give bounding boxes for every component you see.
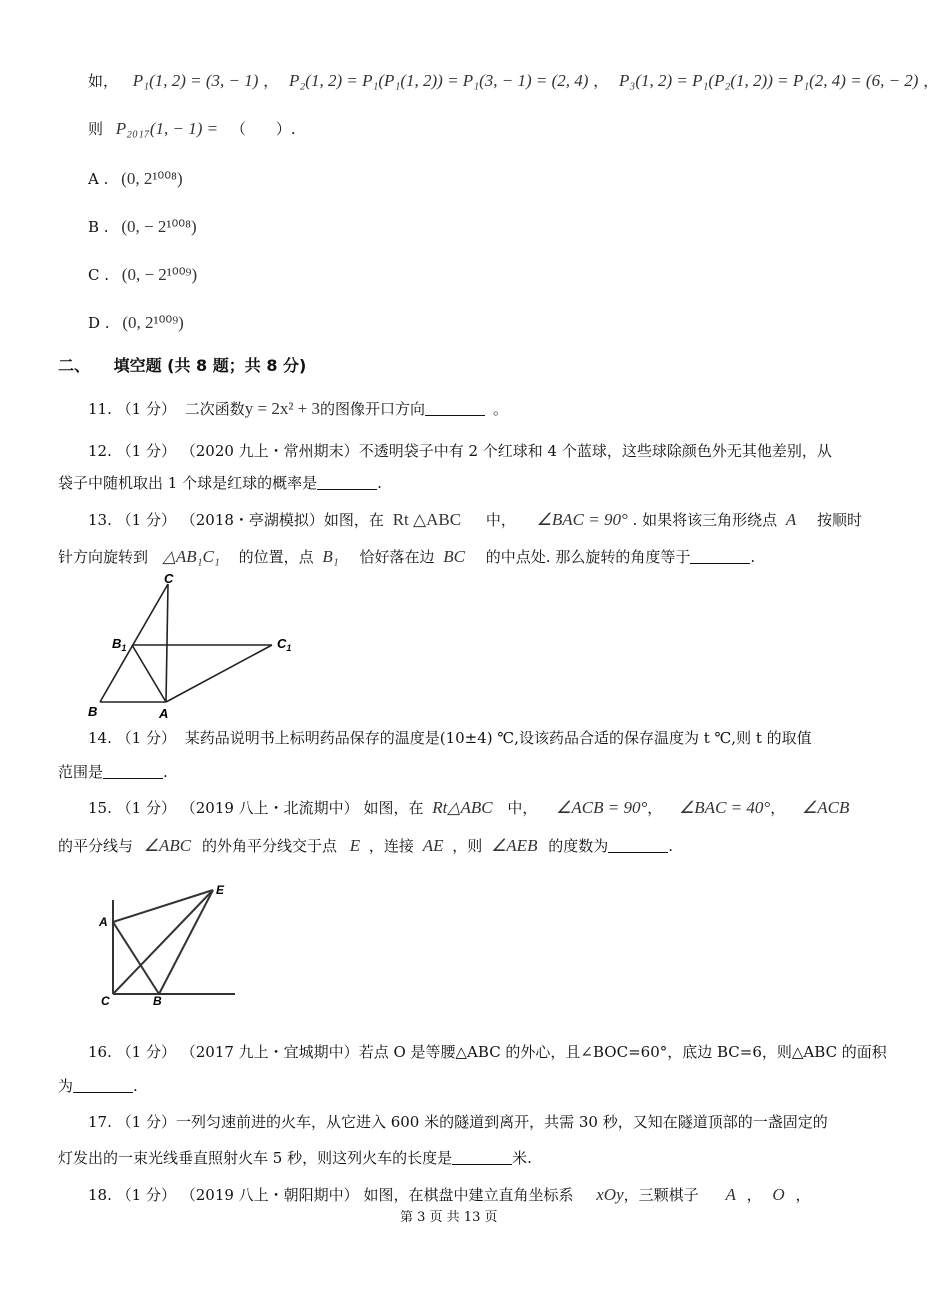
q12-line1: 12. （1 分） （2020 九上・常州期末）不透明袋子中有 2 个红球和 4 个蓝球，这些球除颜色外无其他差别，从: [88, 442, 832, 460]
q13-figure: [80, 568, 310, 723]
q13-label-c: C: [164, 571, 174, 586]
q15-answer-blank[interactable]: [608, 838, 668, 853]
q10-expression: P₂₀₁₇(1, − 1) =: [115, 119, 219, 138]
q10-option-a[interactable]: A . (0, 2¹⁰⁰⁸): [88, 169, 183, 188]
q13-answer-blank[interactable]: [690, 549, 750, 564]
q15-line2: 的平分线与 ∠ABC 的外角平分线交于点 E ，连接 AE ，则 ∠AEB 的度数为 .: [58, 836, 674, 855]
section-title: 填空题 (共 8 题；共 8 分): [113, 356, 307, 375]
q17-answer-blank[interactable]: [452, 1150, 512, 1165]
q18-line1: 18. （1 分） （2019 八上・朝阳期中） 如图，在棋盘中建立直角坐标系 xOy，三颗棋子 A ， O ，: [88, 1185, 811, 1204]
q10-option-d[interactable]: D . (0, 2¹⁰⁰⁹): [88, 313, 184, 332]
q13-label-a: A: [159, 706, 169, 721]
q11: 11. （1 分） 二次函数y = 2x² + 3的图像开口方向 。: [88, 399, 509, 418]
q15-edge-ab: [113, 922, 159, 994]
q13-label-b: B: [88, 704, 98, 719]
q10-question-line: 则 P₂₀₁₇(1, − 1) = （ ）.: [88, 119, 296, 138]
q10-example-3: P₃(1, 2) = P₁(P₂(1, 2)) = P₁(2, 4) = (6, − 2): [619, 71, 919, 90]
q13-line2: 针方向旋转到 △AB₁C₁ 的位置，点 B₁ 恰好落在边 BC 的中点处. 那么旋转的角度等于 .: [58, 547, 756, 566]
section-header: 二、 填空题 (共 8 题；共 8 分): [58, 356, 307, 375]
q17-line1: 17. （1 分）一列匀速前进的火车，从它进入 600 米的隧道到离开，共需 30 秒，又知在隧道顶部的一盏固定的: [88, 1113, 828, 1131]
q14-line1: 14. （1 分） 某药品说明书上标明药品保存的温度是(10±4) ℃,设该药品合适的保存温度为 t ℃,则 t 的取值: [88, 729, 812, 747]
q13-label-c1: $C_1$: [277, 636, 292, 653]
q16-line2: 为 .: [58, 1077, 138, 1095]
q15-label-a: A: [99, 915, 108, 929]
q15-figure: [95, 882, 245, 1007]
q15-label-b: B: [153, 994, 162, 1008]
q10-option-c[interactable]: C . (0, − 2¹⁰⁰⁹): [88, 265, 198, 284]
q12-line2: 袋子中随机取出 1 个球是红球的概率是 .: [58, 474, 382, 492]
page-footer: 第 3 页 共 13 页: [400, 1210, 498, 1225]
q15-label-c: C: [101, 994, 110, 1008]
q13-line1: 13. （1 分） （2018・亭湖模拟）如图，在 Rt △ABC 中， ∠BAC = 90° . 如果将该三角形绕点 A 按顺时: [88, 510, 863, 529]
q13-label-b1: $B_1$: [112, 636, 127, 653]
q13-edge-b1a: [132, 645, 166, 702]
q11-formula: y = 2x² + 3: [244, 399, 321, 418]
q14-line2: 范围是 .: [58, 763, 168, 781]
q12-answer-blank[interactable]: [317, 475, 377, 490]
q16-answer-blank[interactable]: [73, 1078, 133, 1093]
q14-answer-blank[interactable]: [103, 764, 163, 779]
q10-example-1: P₁(1, 2) = (3, − 1): [132, 71, 259, 90]
q13-edge-c1a: [166, 645, 272, 702]
q11-answer-blank[interactable]: [425, 401, 485, 416]
q10-intro: 如，: [88, 72, 119, 90]
q15-line1: 15. （1 分） （2019 八上・北流期中） 如图，在 Rt△ABC 中， ∠ACB = 90°， ∠BAC = 40°， ∠ACB: [88, 798, 850, 817]
q17-line2: 灯发出的一束光线垂直照射火车 5 秒，则这列火车的长度是 米.: [58, 1149, 532, 1167]
q15-label-e: E: [216, 883, 225, 897]
q13-edge-ca: [166, 584, 168, 702]
q10-option-b[interactable]: B . (0, − 2¹⁰⁰⁸): [88, 217, 197, 236]
q16-line1: 16. （1 分） （2017 九上・宜城期中）若点 O 是等腰△ABC 的外心，且∠BOC=60°，底边 BC=6，则△ABC 的面积: [88, 1043, 887, 1061]
q10-example-2: P₂(1, 2) = P₁(P₁(1, 2)) = P₁(3, − 1) = (2, 4): [289, 71, 589, 90]
q13-edge-cb: [100, 584, 168, 702]
q10-example-line: 如， P₁(1, 2) = (3, − 1) ， P₂(1, 2) = P₁(P₁(1, 2)) = P₁(3, − 1) = (2, 4) ， P₃(1, 2) = P₁(P₂(1, 2)) = P₁(2, 4) = (6, − 2) ，: [88, 71, 938, 90]
